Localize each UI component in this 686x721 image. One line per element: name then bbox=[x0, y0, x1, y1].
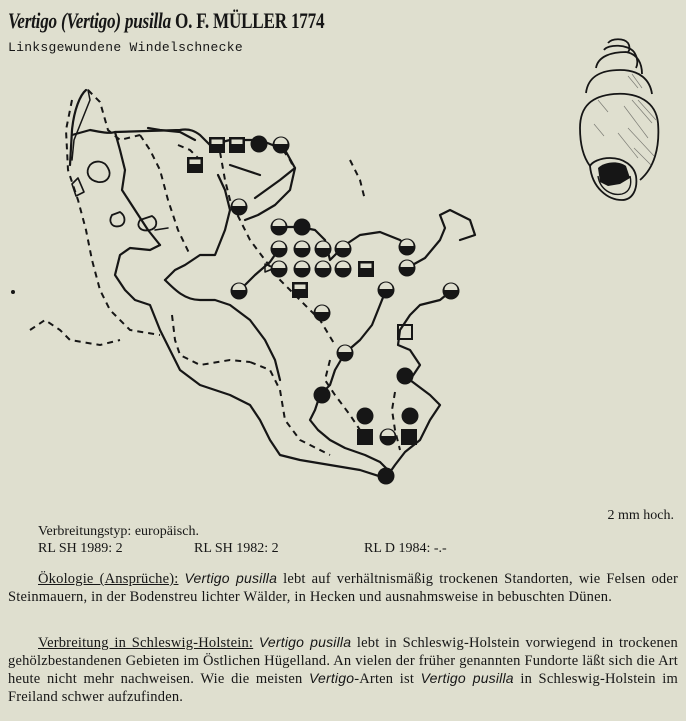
map-marker-circle-half bbox=[315, 261, 332, 278]
map-marker-circle-full bbox=[294, 219, 311, 236]
map-marker-square-half bbox=[209, 137, 225, 153]
map-marker-circle-half bbox=[314, 305, 331, 322]
shell-size-note: 2 mm hoch. bbox=[607, 508, 674, 523]
map-marker-circle-half bbox=[271, 261, 288, 278]
map-marker-circle-half bbox=[273, 137, 290, 154]
map-marker-circle-half bbox=[335, 241, 352, 258]
ecology-paragraph bbox=[8, 570, 678, 606]
map-marker-circle-half bbox=[380, 429, 397, 446]
map-marker-circle-full bbox=[251, 136, 268, 153]
status-block bbox=[38, 523, 447, 557]
species-ref: Vertigo pusilla bbox=[184, 570, 278, 586]
species-ref: Vertigo pusilla bbox=[420, 670, 514, 686]
map-marker-square-half bbox=[187, 157, 203, 173]
map-marker-circle-half bbox=[294, 241, 311, 258]
map-marker-square-half bbox=[358, 261, 374, 277]
rl-sh-1982: RL SH 1982: 2 bbox=[194, 541, 279, 556]
ecology-heading: Ökologie (Ansprüche): bbox=[38, 571, 179, 587]
ecology-text: lebt auf verhältnismäßig trockenen Standorten, wie Felsen oder Steinmauern, in der Bodenstreu lichter Wälder, in Hecken und ausnahmsweise in bebuschten Dünen. bbox=[8, 571, 679, 605]
distribution-map bbox=[0, 70, 480, 500]
shell-illustration bbox=[568, 28, 668, 208]
map-marker-circle-full bbox=[397, 368, 414, 385]
distribution-heading: Verbreitung in Schleswig-Holstein: bbox=[38, 635, 254, 651]
map-marker-circle-half bbox=[378, 282, 395, 299]
species-ref: Vertigo pusilla bbox=[258, 634, 352, 650]
map-marker-circle-half bbox=[231, 199, 248, 216]
map-marker-square-full bbox=[401, 429, 417, 445]
distribution-text: in Schleswig-Holstein im Freiland schwer aufzufinden. bbox=[8, 671, 678, 705]
map-marker-square-half bbox=[292, 282, 308, 298]
map-marker-circle-half bbox=[231, 283, 248, 300]
map-marker-circle-half bbox=[337, 345, 354, 362]
genus-ref: Vertigo bbox=[308, 670, 355, 686]
red-list-row bbox=[38, 540, 447, 557]
distribution-text: lebt in Schleswig-Holstein vorwiegend in trockenen gehölzbestandenen Gebieten im Östlichen Hügelland. An vielen der früher genannten Fundorte läßt sich die Art heute nicht mehr nachweisen. Wie die meisten bbox=[8, 635, 678, 687]
distribution-text: -Arten ist bbox=[354, 671, 421, 687]
common-name: Linksgewundene Windelschnecke bbox=[8, 40, 243, 55]
map-marker-circle-half bbox=[315, 241, 332, 258]
map-marker-circle-half bbox=[271, 219, 288, 236]
map-marker-circle-half bbox=[443, 283, 460, 300]
species-author: O. F. MÜLLER 1774 bbox=[170, 8, 325, 33]
map-marker-circle-half bbox=[294, 261, 311, 278]
map-marker-circle-half bbox=[399, 239, 416, 256]
map-marker-circle-half bbox=[271, 241, 288, 258]
map-marker-circle-full bbox=[314, 387, 331, 404]
rl-d-1984: RL D 1984: -.- bbox=[364, 541, 447, 556]
page-title bbox=[8, 8, 324, 34]
map-marker-circle-half bbox=[335, 261, 352, 278]
map-marker-circle-half bbox=[399, 260, 416, 277]
distribution-paragraph bbox=[8, 634, 678, 706]
rl-sh-1989: RL SH 1989: 2 bbox=[38, 541, 123, 556]
map-marker-circle-full bbox=[378, 468, 395, 485]
map-marker-square-half bbox=[229, 137, 245, 153]
map-marker-square-full bbox=[357, 429, 373, 445]
map-marker-circle-full bbox=[402, 408, 419, 425]
distribution-type: Verbreitungstyp: europäisch. bbox=[38, 524, 199, 539]
map-marker-circle-full bbox=[357, 408, 374, 425]
species-name: Vertigo (Vertigo) pusilla bbox=[8, 8, 171, 33]
